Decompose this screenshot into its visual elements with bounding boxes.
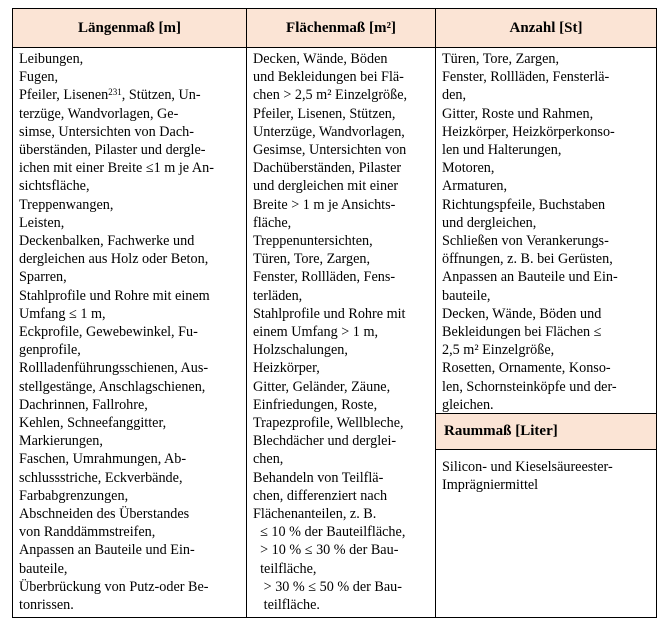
text-line: Dachrinnen, Fallrohre,	[19, 396, 148, 413]
text-line: Fenster, Rollläden, Fens-	[253, 269, 396, 286]
text-line: schlussstriche, Eckverbände,	[19, 469, 183, 486]
text-line: bauteile,	[19, 560, 68, 577]
flaechenmass-cell	[247, 48, 436, 618]
text-line: Rollladenführungsschienen, Aus-	[19, 360, 209, 377]
text-line: chen, differenziert nach	[253, 487, 388, 504]
text-line: dergleichen aus Holz oder Beton,	[19, 251, 209, 268]
text-line: von Randdämmstreifen,	[19, 524, 156, 541]
text-line: Blechdächer und derglei-	[253, 433, 397, 450]
text-line: Heizkörper, Heizkörperkonso-	[442, 123, 615, 140]
text-line: Überbrückung von Putz-oder Be-	[19, 578, 209, 595]
text-line: überständen, Pilaster und dergle-	[19, 142, 206, 159]
text-line: Fugen,	[19, 69, 59, 86]
text-line: Einfriedungen, Roste,	[253, 396, 378, 413]
flaechenmass-text	[247, 48, 435, 614]
text-line: Silicon- und Kieselsäureester-	[442, 459, 613, 475]
laengenmass-cell	[13, 48, 247, 618]
text-line: Bekleidungen bei Flächen ≤	[442, 324, 602, 341]
text-line: simse, Untersichten von Dach-	[19, 123, 194, 140]
text-line: chen,	[253, 451, 284, 468]
text-line: Türen, Tore, Zargen,	[253, 251, 371, 268]
anzahl-text	[436, 48, 656, 414]
text-line: tonrissen.	[19, 597, 74, 614]
text-line: Umfang ≤ 1 m,	[19, 305, 106, 322]
header-row	[13, 9, 657, 48]
text-line: einem Umfang > 1 m,	[253, 324, 379, 341]
text-line: Unterzüge, Wandvorlagen,	[253, 123, 405, 140]
text-line: Treppenuntersichten,	[253, 233, 373, 250]
measurement-table	[12, 8, 657, 618]
text-line: len und Halterungen,	[442, 142, 562, 159]
text-line: Deckenbalken, Fachwerke und	[19, 233, 195, 250]
text-line: teilfläche,	[253, 560, 317, 577]
text-line: und dergleichen mit einer	[253, 178, 399, 195]
text-line: Faschen, Umrahmungen, Ab-	[19, 451, 187, 468]
text-line: Breite > 1 m je Ansichts-	[253, 196, 396, 213]
text-line: ichen mit einer Breite ≤1 m je An-	[19, 160, 214, 177]
text-line: fläche,	[253, 214, 292, 231]
text-line-suffix: , Stützen, Un-	[121, 87, 201, 104]
body-row	[13, 48, 657, 618]
text-line: Fenster, Rollläden, Fensterlä-	[442, 69, 610, 86]
text-line: Markierungen,	[19, 433, 103, 450]
text-line: Heizkörper,	[253, 360, 320, 377]
text-line: Decken, Wände, Böden	[253, 51, 388, 67]
text-line: und Bekleidungen bei Flä-	[253, 69, 404, 86]
text-line: Sparren,	[19, 269, 67, 286]
anzahl-cell	[436, 48, 656, 414]
text-line: Türen, Tore, Zargen,	[442, 51, 560, 67]
text-line: Rosetten, Ornamente, Konso-	[442, 360, 611, 377]
text-line: 2,5 m² Einzelgröße,	[442, 342, 555, 359]
text-line: > 10 % ≤ 30 % der Bau-	[253, 542, 399, 559]
text-line: und dergleichen,	[442, 214, 537, 231]
text-line: ≤ 10 % der Bauteilfläche,	[253, 524, 406, 541]
text-line: Leisten,	[19, 214, 65, 231]
text-line: Leibungen,	[19, 51, 84, 67]
text-line: Holzschalungen,	[253, 342, 348, 359]
laengenmass-text	[13, 48, 246, 614]
text-line: Gesimse, Untersichten von	[253, 142, 407, 159]
text-line: gleichen.	[442, 396, 494, 413]
text-line: Trapezprofile, Wellbleche,	[253, 415, 404, 432]
text-line: öffnungen, z. B. bei Gerüsten,	[442, 251, 613, 268]
text-line: Gitter, Geländer, Zäune,	[253, 378, 391, 395]
text-line: > 30 % ≤ 50 % der Bau-	[253, 578, 402, 595]
text-line: len, Schornsteinköpfe und der-	[442, 378, 617, 395]
text-line: Armaturen,	[442, 178, 508, 195]
anzahl-column-cell	[436, 48, 657, 618]
text-line: Stahlprofile und Rohre mit	[253, 305, 406, 322]
header-flaechenmass: Flächenmaß [m²]	[247, 9, 436, 48]
text-line: Dachüberständen, Pilaster	[253, 160, 402, 177]
text-line: Kehlen, Schneefanggitter,	[19, 415, 167, 432]
raummass-cell	[436, 450, 656, 617]
text-line: Farbabgrenzungen,	[19, 487, 129, 504]
text-line: genprofile,	[19, 342, 81, 359]
text-line: Stahlprofile und Rohre mit einem	[19, 287, 210, 304]
text-line: Eckprofile, Gewebewinkel, Fu-	[19, 324, 198, 341]
anzahl-column-stack	[436, 48, 656, 617]
text-line: Treppenwangen,	[19, 196, 114, 213]
text-line: stellgestänge, Anschlagschienen,	[19, 378, 206, 395]
header-laengenmass: Längenmaß [m]	[13, 9, 247, 48]
text-line: Motoren,	[442, 160, 495, 177]
text-line: Pfeiler, Lisenen, Stützen,	[253, 105, 396, 122]
text-line: Anpassen an Bauteile und Ein-	[19, 542, 195, 559]
raummass-text	[436, 450, 656, 494]
text-line: sichtsfläche,	[19, 178, 90, 195]
text-line: Imprägniermittel	[442, 477, 539, 494]
text-line: Schließen von Verankerungs-	[442, 233, 609, 250]
text-line: Decken, Wände, Böden und	[442, 305, 602, 322]
text-line: den,	[442, 87, 467, 104]
text-line: Pfeiler, Lisenen$^{231}$, Stützen, Un-	[19, 87, 201, 104]
header-raummass: Raummaß [Liter]	[436, 414, 656, 450]
footnote-marker: 231	[108, 87, 122, 98]
text-line: Richtungspfeile, Buchstaben	[442, 196, 606, 213]
text-line: terläden,	[253, 287, 303, 304]
text-line: terzüge, Wandvorlagen, Ge-	[19, 105, 179, 122]
header-anzahl: Anzahl [St]	[436, 9, 657, 48]
text-line: Behandeln von Teilflä-	[253, 469, 384, 486]
text-line: Gitter, Roste und Rahmen,	[442, 105, 594, 122]
text-line: bauteile,	[442, 287, 491, 304]
text-line: teilfläche.	[253, 597, 320, 614]
text-line: Abschneiden des Überstandes	[19, 506, 190, 523]
text-line: Anpassen an Bauteile und Ein-	[442, 269, 618, 286]
text-line: Flächenanteilen, z. B.	[253, 506, 377, 523]
text-line: chen > 2,5 m² Einzelgröße,	[253, 87, 408, 104]
